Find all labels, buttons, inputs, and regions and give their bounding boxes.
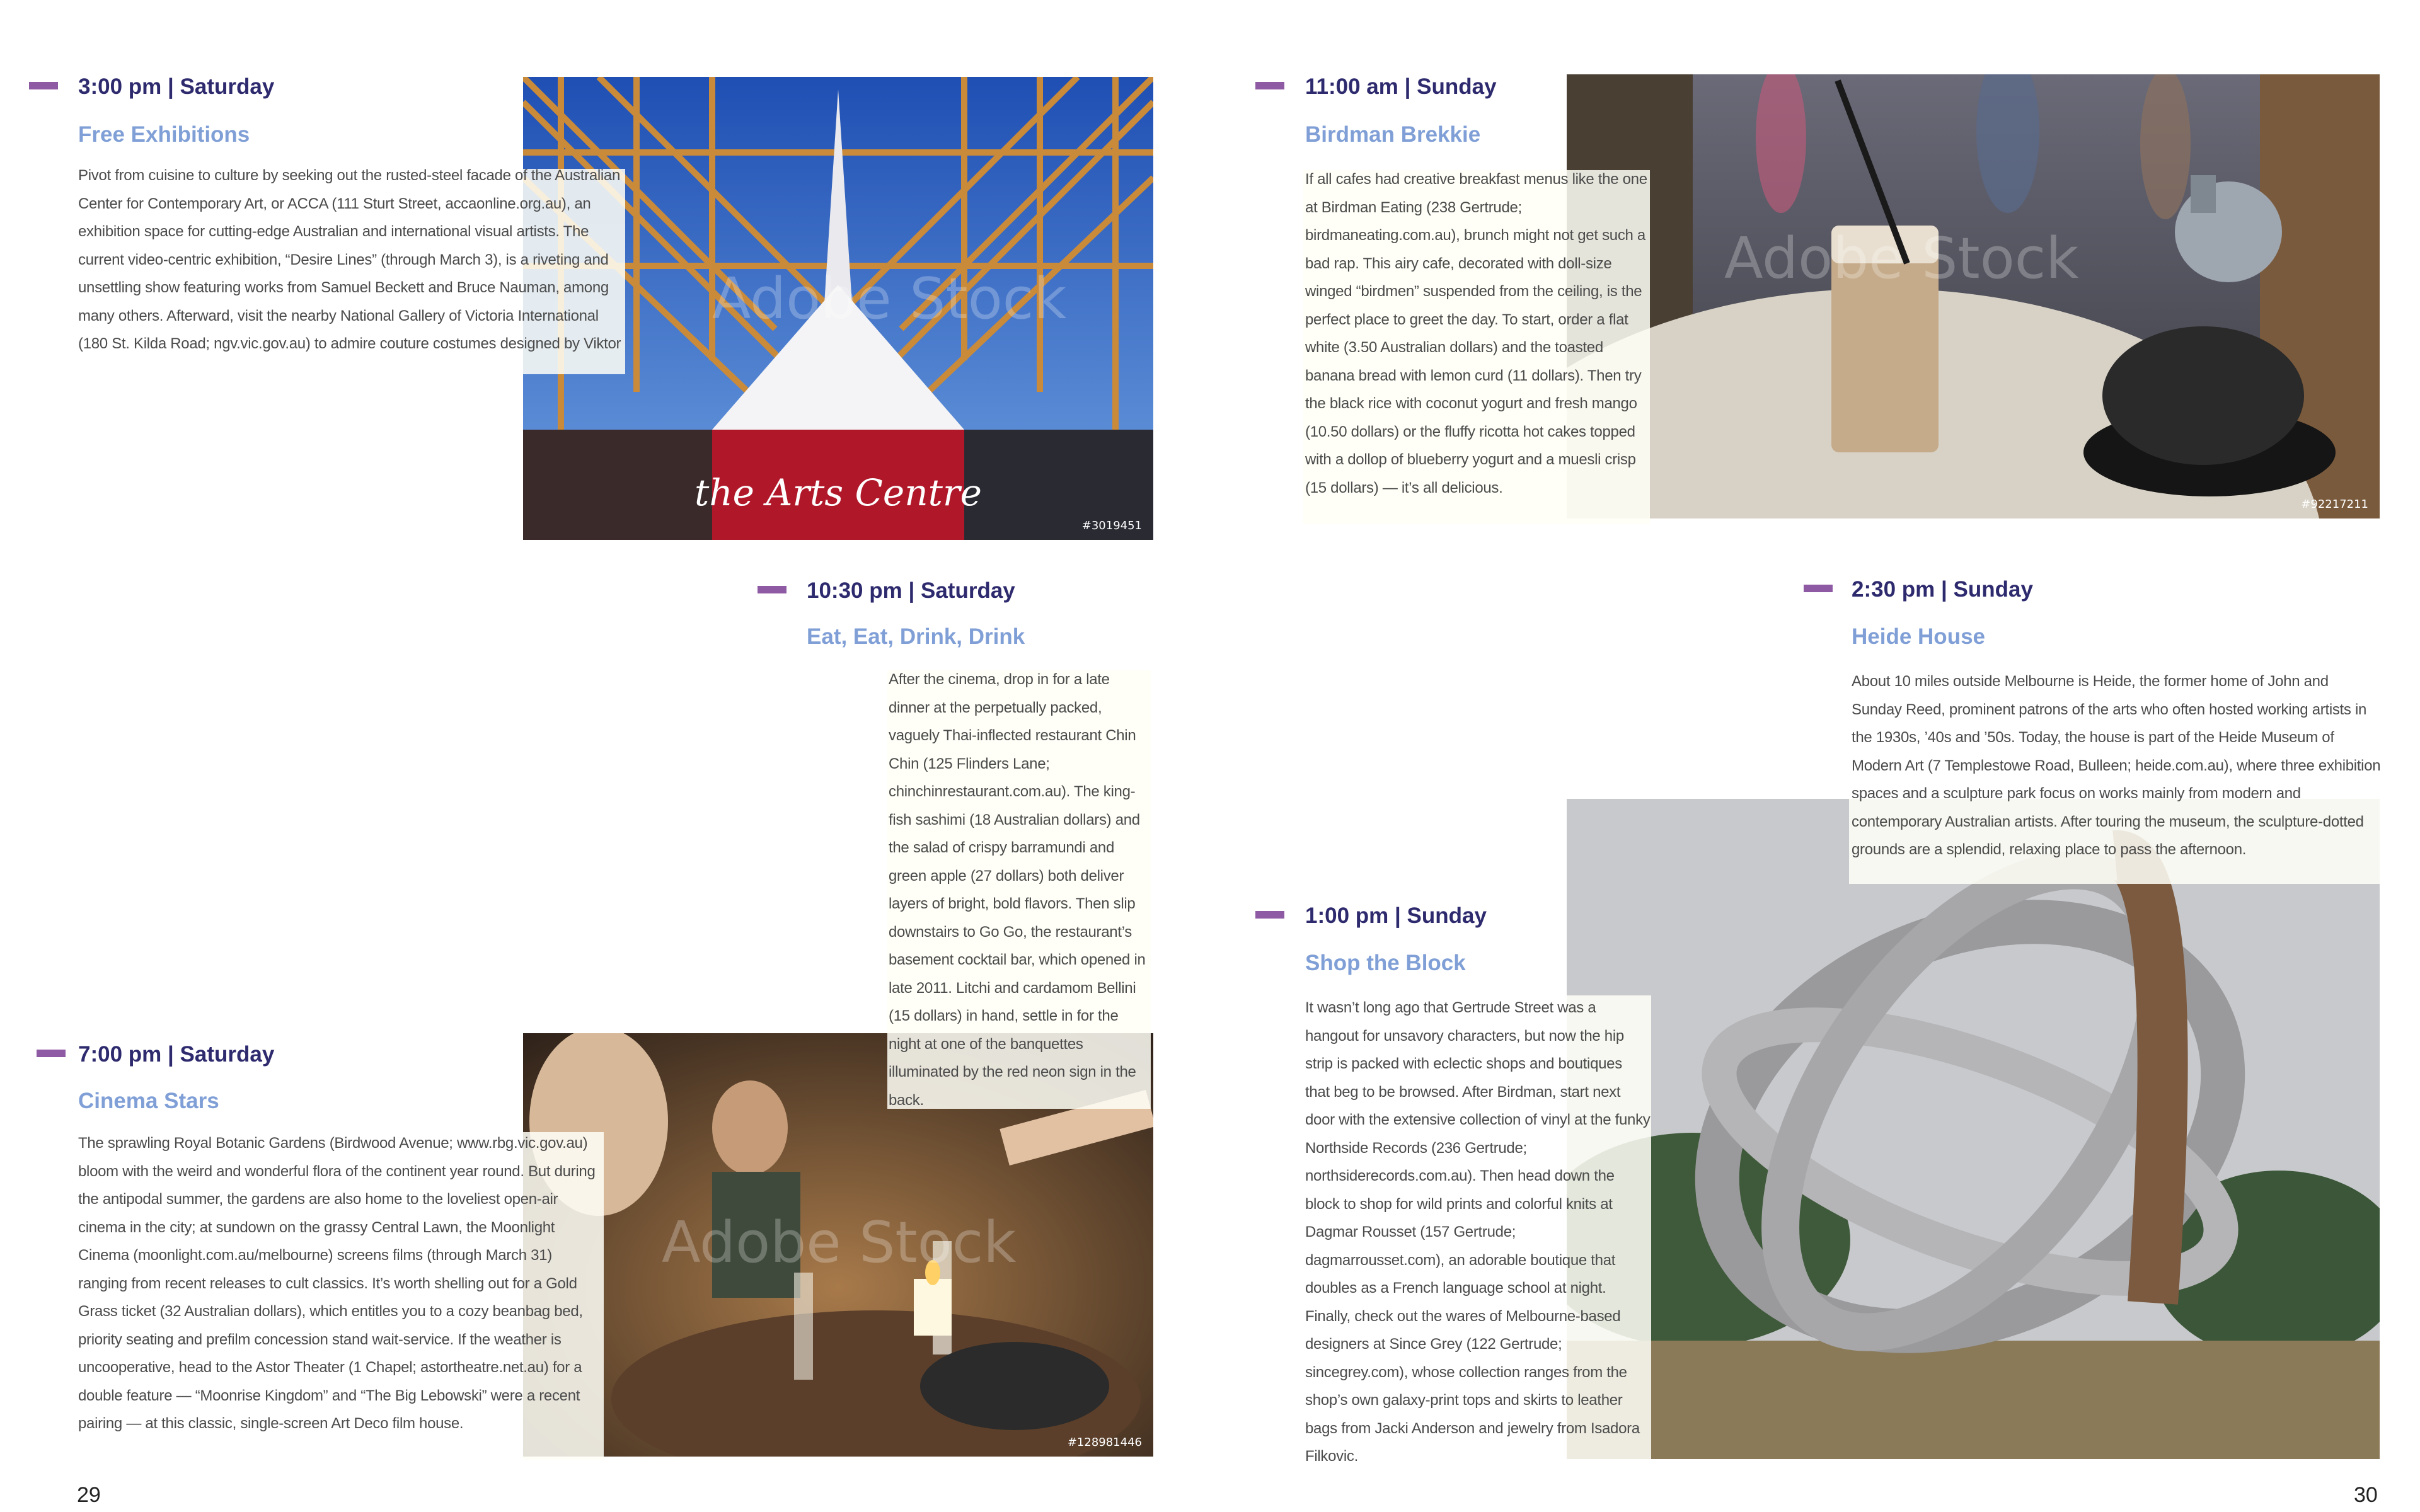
page-number: 30 <box>2354 1483 2378 1507</box>
photo-id: #128981446 <box>1067 1436 1142 1449</box>
section-body: The sprawling Royal Botanic Gardens (Birdwood Avenue; www.rbg.vic.gov.au) bloom with the weird and wonderful flora of the continent year round. But during the antipodal summer, the gardens are also home to the loveliest open-air cinema in the city; at sundown on the grassy Central Lawn, the Moonlight Cinema (moonlight.com.au/melbourne) screens films (through March 31) ranging from recent releases to cult classics. It’s worth shelling out for a Gold Grass ticket (32 Australian dollars), which entitles you to a cozy beanbag bed, priority seating and prefilm concession stand wait-service. If the weather is uncooperative, head to the Astor Theater (1 Chapel; astortheatre.net.au) for a double feature — “Moonrise Kingdom” and “The Big Lebowski” were a recent pairing — at this classic, single-screen Art Deco film house. <box>78 1135 596 1432</box>
section-time: 1:00 pm | Sunday <box>1305 903 1487 928</box>
section-time: 11:00 am | Sunday <box>1305 74 1497 99</box>
section-time: 2:30 pm | Sunday <box>1852 577 2033 602</box>
watermark: Adobe Stock <box>662 1210 1017 1276</box>
watermark: Adobe Stock <box>1724 226 2079 292</box>
section-title: Shop the Block <box>1305 951 1466 975</box>
sculpture-photo <box>1567 799 2380 1459</box>
section-body: It wasn’t long ago that Gertrude Street was a hangout for unsavory characters, but now the hip strip is packed with eclectic shops and boutiques that beg to be browsed. After Birdman, start next door with the extensive collection of vinyl at the funky Northside Records (236 Gertrude; northsiderecords.com.au). Then head down the block to shop for wild prints and colorful knits at Dagmar Rousset (157 Gertrude; dagmarrousset.com), an adorable boutique that doubles as a French language school at night. Finally, check out the wares of Melbourne-based designers at Since Grey (122 Gertrude; sincegrey.com), whose collection ranges from the shop’s own galaxy-print tops and skirts to leather bags from Jacki Anderson and jewelry from Isadora Filkovic. <box>1305 999 1651 1465</box>
arts-centre-sign: the Arts Centre <box>694 471 982 514</box>
section-dash <box>1255 911 1284 919</box>
section-dash <box>1255 82 1284 89</box>
photo-id: #3019451 <box>1081 519 1142 532</box>
section-title: Free Exhibitions <box>78 122 250 147</box>
photo-id: #92217211 <box>2301 498 2368 511</box>
section-title: Heide House <box>1852 624 1985 649</box>
watermark: Adobe Stock <box>712 266 1067 332</box>
section-dash <box>1804 585 1833 592</box>
section-time: 3:00 pm | Saturday <box>78 74 275 99</box>
section-time: 10:30 pm | Saturday <box>807 578 1015 603</box>
section-dash <box>758 586 786 593</box>
section-body: Pivot from cuisine to culture by seeking out the rusted-steel facade of the Australian Center for Contemporary Art, or ACCA (111 Sturt Street, accaonline.org.au), an exhibition space for cutting-edge Australian and international visual artists. The current video-centric exhibition, “Desire Lines” (through March 3), is a riveting and unsettling show featuring works from Samuel Beckett and Bruce Nauman, among many others. Afterward, visit the nearby National Gallery of Victoria International (180 St. Kilda Road; ngv.vic.gov.au) to admire couture costumes designed by Viktor <box>78 167 621 352</box>
section-title: Eat, Eat, Drink, Drink <box>807 624 1025 649</box>
section-title: Cinema Stars <box>78 1089 219 1113</box>
section-body: If all cafes had creative breakfast menus like the one at Birdman Eating (238 Gertrude; birdmaneating.com.au), brunch might not get such a bad rap. This airy cafe, decorated with doll-size winged “birdmen” suspended from the ceiling, is the perfect place to greet the day. To start, order a flat white (3.50 Australian dollars) and the toasted banana bread with lemon curd (11 dollars). Then try the black rice with coconut yogurt and fresh mango (10.50 dollars) or the fluffy ricotta hot cakes topped with a dollop of blueberry yogurt and a muesli crisp (15 dollars) — it’s all delicious. <box>1305 171 1647 496</box>
section-body: After the cinema, drop in for a late dinner at the perpetually packed, vaguely Thai-inflected restaurant Chin Chin (125 Flinders Lane; chinchinrestaurant.com.au). The king-fish sashimi (18 Australian dollars) and the salad of crispy barramundi and green apple (27 dollars) both deliver layers of bright, bold flavors. Then slip downstairs to Go Go, the restaurant’s basement cocktail bar, which opened in late 2011. Litchi and cardamom Bellini (15 dollars) in hand, settle in for the night at one of the banquettes illuminated by the red neon sign in the back. <box>889 671 1146 1109</box>
section-dash <box>37 1050 66 1057</box>
page-number: 29 <box>77 1483 101 1507</box>
section-time: 7:00 pm | Saturday <box>78 1042 275 1067</box>
coffee-photo <box>1567 74 2380 518</box>
section-dash <box>29 82 58 89</box>
section-body: About 10 miles outside Melbourne is Heide, the former home of John and Sunday Reed, prominent patrons of the arts who often hosted working artists in the 1930s, ’40s and ’50s. Today, the house is part of the Heide Museum of Modern Art (7 Templestowe Road, Bulleen; heide.com.au), where three exhibition spaces and a sculpture park focus on works mainly from modern and contemporary Australian artists. After touring the museum, the sculpture-dotted grounds are a splendid, relaxing place to pass the afternoon. <box>1852 673 2381 858</box>
section-title: Birdman Brekkie <box>1305 122 1481 147</box>
